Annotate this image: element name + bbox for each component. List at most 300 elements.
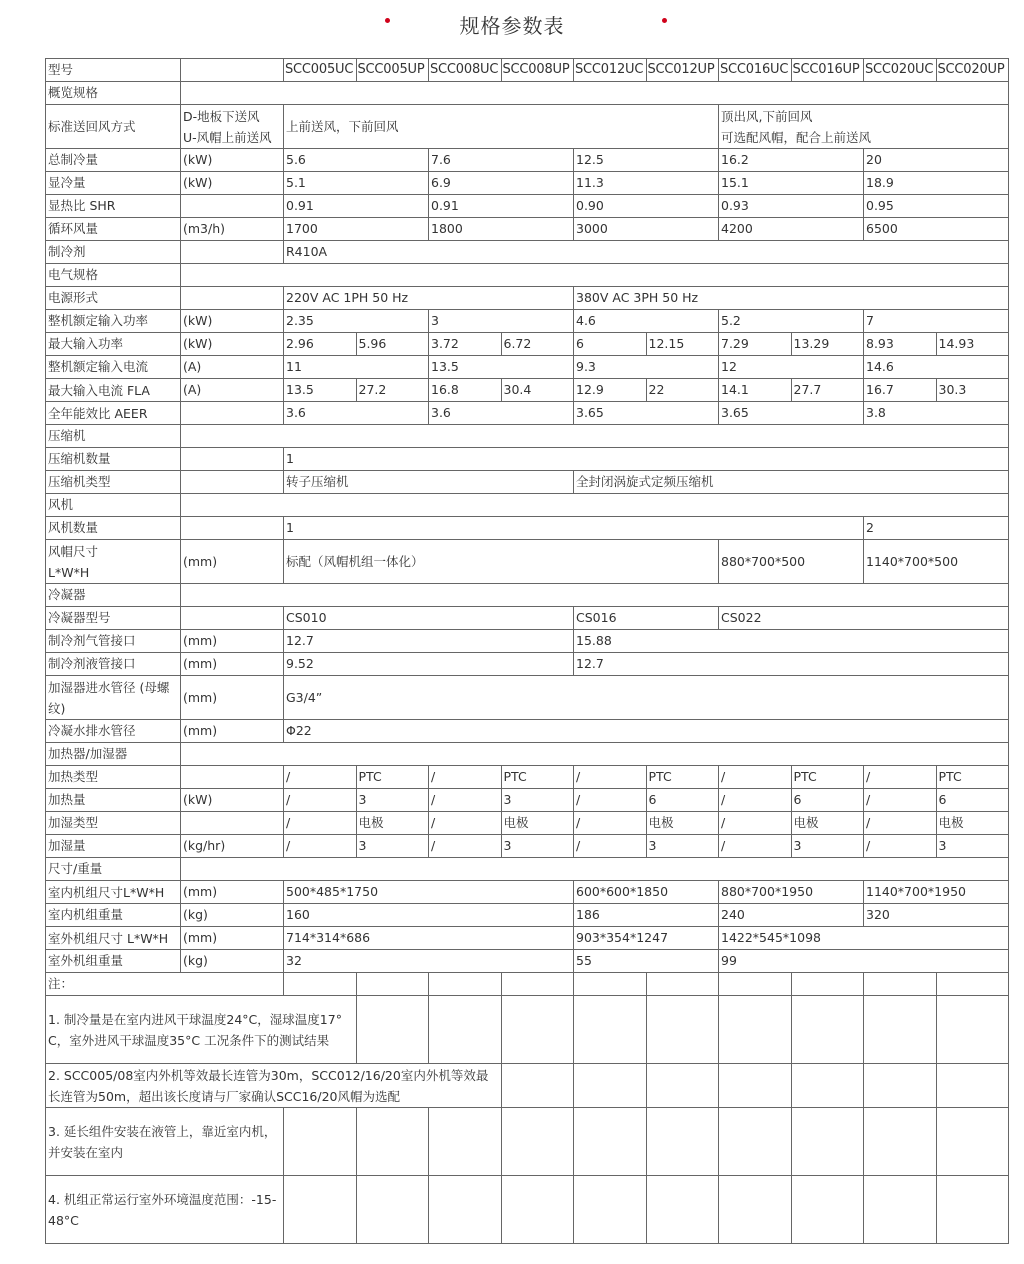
value-cell: 7.29 bbox=[719, 333, 792, 356]
row-label: 最大输入功率 bbox=[46, 333, 181, 356]
row-label: 加热量 bbox=[46, 789, 181, 812]
row-label: 制冷剂气管接口 bbox=[46, 630, 181, 653]
row-label: 显冷量 bbox=[46, 172, 181, 195]
value-cell: 3 bbox=[356, 835, 429, 858]
value-cell: 15.88 bbox=[574, 630, 1009, 653]
value-cell: 4200 bbox=[719, 218, 864, 241]
unit-cell: (kW) bbox=[181, 310, 284, 333]
value-cell: 55 bbox=[574, 950, 719, 973]
value-cell: PTC bbox=[646, 766, 719, 789]
empty-cell bbox=[284, 973, 357, 996]
section-label: 电气规格 bbox=[46, 264, 181, 287]
value-cell: 标配（风帽机组一体化） bbox=[284, 540, 719, 584]
table-row bbox=[46, 630, 1009, 653]
value-cell: 5.6 bbox=[284, 149, 429, 172]
value-cell: 16.8 bbox=[429, 379, 502, 402]
table-row bbox=[46, 356, 1009, 379]
value-cell: 顶出风,下前回风 可选配风帽，配合上前送风 bbox=[719, 105, 1009, 149]
value-cell: 3000 bbox=[574, 218, 719, 241]
unit-cell: (mm) bbox=[181, 540, 284, 584]
row-label: 室内机组重量 bbox=[46, 904, 181, 927]
table-row bbox=[46, 676, 1009, 720]
value-cell: 6500 bbox=[864, 218, 1009, 241]
value-cell: 5.96 bbox=[356, 333, 429, 356]
value-cell: R410A bbox=[284, 241, 1009, 264]
table-row bbox=[46, 59, 1009, 82]
value-cell: 0.91 bbox=[429, 195, 574, 218]
row-label: 制冷剂液管接口 bbox=[46, 653, 181, 676]
value-cell: / bbox=[284, 835, 357, 858]
empty-cell bbox=[936, 973, 1009, 996]
empty-cell bbox=[501, 1108, 574, 1176]
table-row bbox=[46, 310, 1009, 333]
value-cell: 186 bbox=[574, 904, 719, 927]
value-cell: 2.96 bbox=[284, 333, 357, 356]
notes-label: 注： bbox=[46, 973, 284, 996]
value-cell: 1 bbox=[284, 517, 864, 540]
page-title: 规格参数表 bbox=[459, 14, 565, 38]
value-cell: 1422*545*1098 bbox=[719, 927, 1009, 950]
value-cell: 6 bbox=[646, 789, 719, 812]
unit-cell: (kg/hr) bbox=[181, 835, 284, 858]
value-cell: 12.7 bbox=[574, 653, 1009, 676]
section-row bbox=[46, 425, 1009, 448]
value-cell: CS022 bbox=[719, 607, 1009, 630]
unit-cell bbox=[181, 402, 284, 425]
value-cell: 3 bbox=[501, 835, 574, 858]
note-row bbox=[46, 1176, 1009, 1244]
value-cell: 714*314*686 bbox=[284, 927, 574, 950]
unit-cell: (A) bbox=[181, 356, 284, 379]
value-cell: 5.1 bbox=[284, 172, 429, 195]
unit-cell: (m3/h) bbox=[181, 218, 284, 241]
empty-cell bbox=[501, 1064, 574, 1108]
value-cell: 14.93 bbox=[936, 333, 1009, 356]
table-row bbox=[46, 241, 1009, 264]
empty-cell bbox=[356, 996, 429, 1064]
value-cell: 22 bbox=[646, 379, 719, 402]
value-cell: 6 bbox=[574, 333, 647, 356]
value-cell: 12 bbox=[719, 356, 864, 379]
table-row bbox=[46, 540, 1009, 584]
unit-cell: (kg) bbox=[181, 950, 284, 973]
value-cell: 电极 bbox=[936, 812, 1009, 835]
empty-cell bbox=[501, 996, 574, 1064]
row-label: 加湿量 bbox=[46, 835, 181, 858]
note-text: 3. 延长组件安装在液管上，靠近室内机，并安装在室内 bbox=[46, 1108, 284, 1176]
empty-cell bbox=[719, 973, 792, 996]
unit-cell bbox=[181, 766, 284, 789]
section-filler bbox=[181, 494, 1009, 517]
value-cell: 3 bbox=[501, 789, 574, 812]
value-cell: 转子压缩机 bbox=[284, 471, 574, 494]
value-cell: 6 bbox=[791, 789, 864, 812]
value-cell: 1140*700*1950 bbox=[864, 881, 1009, 904]
row-label: 室外机组重量 bbox=[46, 950, 181, 973]
model-header: SCC020UP bbox=[936, 59, 1009, 82]
unit-cell bbox=[181, 517, 284, 540]
value-cell: 5.2 bbox=[719, 310, 864, 333]
table-row bbox=[46, 105, 1009, 149]
value-cell: / bbox=[574, 789, 647, 812]
unit-cell: (kW) bbox=[181, 333, 284, 356]
value-cell: 0.91 bbox=[284, 195, 429, 218]
row-label: 压缩机数量 bbox=[46, 448, 181, 471]
empty-cell bbox=[646, 1108, 719, 1176]
value-cell: 18.9 bbox=[864, 172, 1009, 195]
empty-cell bbox=[791, 1108, 864, 1176]
value-cell: / bbox=[719, 766, 792, 789]
note-row bbox=[46, 1064, 1009, 1108]
value-cell: 1140*700*500 bbox=[864, 540, 1009, 584]
value-cell: 0.95 bbox=[864, 195, 1009, 218]
value-cell: 3 bbox=[646, 835, 719, 858]
empty-cell bbox=[574, 1176, 647, 1244]
value-cell: 16.2 bbox=[719, 149, 864, 172]
value-cell: / bbox=[864, 789, 937, 812]
empty-cell bbox=[719, 1176, 792, 1244]
value-cell: 6.72 bbox=[501, 333, 574, 356]
empty-cell bbox=[356, 1108, 429, 1176]
value-cell: / bbox=[429, 766, 502, 789]
table-row bbox=[46, 789, 1009, 812]
unit-cell: (kW) bbox=[181, 172, 284, 195]
notes-header-row bbox=[46, 973, 1009, 996]
spec-table-body bbox=[46, 59, 1009, 1244]
value-cell: 上前送风，下前回风 bbox=[284, 105, 719, 149]
empty-cell bbox=[429, 1108, 502, 1176]
table-row bbox=[46, 172, 1009, 195]
unit-cell: (kg) bbox=[181, 904, 284, 927]
value-cell: 903*354*1247 bbox=[574, 927, 719, 950]
empty-cell bbox=[791, 996, 864, 1064]
unit-cell: (mm) bbox=[181, 630, 284, 653]
empty-cell bbox=[574, 1108, 647, 1176]
value-cell: 电极 bbox=[791, 812, 864, 835]
value-cell: 3 bbox=[356, 789, 429, 812]
unit-cell: (mm) bbox=[181, 676, 284, 720]
value-cell: 3 bbox=[791, 835, 864, 858]
unit-cell: (mm) bbox=[181, 881, 284, 904]
table-row bbox=[46, 720, 1009, 743]
empty-cell bbox=[936, 996, 1009, 1064]
value-cell: 3.65 bbox=[574, 402, 719, 425]
model-header: SCC016UP bbox=[791, 59, 864, 82]
value-cell: / bbox=[429, 835, 502, 858]
section-filler bbox=[181, 743, 1009, 766]
unit-cell: (kW) bbox=[181, 149, 284, 172]
unit-cell: (A) bbox=[181, 379, 284, 402]
value-cell: 99 bbox=[719, 950, 1009, 973]
value-cell: / bbox=[429, 812, 502, 835]
row-label: 压缩机类型 bbox=[46, 471, 181, 494]
empty-cell bbox=[284, 1108, 357, 1176]
value-cell: 11 bbox=[284, 356, 429, 379]
value-cell: 4.6 bbox=[574, 310, 719, 333]
value-cell: 20 bbox=[864, 149, 1009, 172]
value-cell: 电极 bbox=[646, 812, 719, 835]
value-cell: 160 bbox=[284, 904, 574, 927]
value-cell: 6 bbox=[936, 789, 1009, 812]
section-row bbox=[46, 82, 1009, 105]
row-label: 冷凝器型号 bbox=[46, 607, 181, 630]
unit-cell bbox=[181, 607, 284, 630]
section-filler bbox=[181, 82, 1009, 105]
value-cell: 电极 bbox=[501, 812, 574, 835]
table-row bbox=[46, 950, 1009, 973]
value-cell: / bbox=[719, 835, 792, 858]
value-cell: 7 bbox=[864, 310, 1009, 333]
model-header: SCC008UP bbox=[501, 59, 574, 82]
value-cell: CS016 bbox=[574, 607, 719, 630]
empty-cell bbox=[791, 1064, 864, 1108]
value-cell: 0.93 bbox=[719, 195, 864, 218]
unit-cell bbox=[181, 59, 284, 82]
empty-cell bbox=[719, 1108, 792, 1176]
empty-cell bbox=[864, 1064, 937, 1108]
value-cell: 7.6 bbox=[429, 149, 574, 172]
value-cell: / bbox=[574, 812, 647, 835]
unit-cell: (kW) bbox=[181, 789, 284, 812]
value-cell: 3.72 bbox=[429, 333, 502, 356]
table-row bbox=[46, 927, 1009, 950]
value-cell: 2 bbox=[864, 517, 1009, 540]
value-cell: / bbox=[864, 766, 937, 789]
model-header: SCC005UC bbox=[284, 59, 357, 82]
row-label: 加湿器进水管径 (母螺纹) bbox=[46, 676, 181, 720]
section-label: 压缩机 bbox=[46, 425, 181, 448]
empty-cell bbox=[864, 1108, 937, 1176]
empty-cell bbox=[936, 1064, 1009, 1108]
table-row bbox=[46, 218, 1009, 241]
table-row bbox=[46, 653, 1009, 676]
value-cell: 12.5 bbox=[574, 149, 719, 172]
model-header: SCC005UP bbox=[356, 59, 429, 82]
empty-cell bbox=[574, 973, 647, 996]
model-header: SCC012UP bbox=[646, 59, 719, 82]
unit-cell: (mm) bbox=[181, 653, 284, 676]
empty-cell bbox=[429, 973, 502, 996]
empty-cell bbox=[936, 1176, 1009, 1244]
row-label: 最大输入电流 FLA bbox=[46, 379, 181, 402]
value-cell: 6.9 bbox=[429, 172, 574, 195]
value-cell: 13.5 bbox=[284, 379, 357, 402]
table-row bbox=[46, 149, 1009, 172]
spec-table bbox=[45, 58, 1009, 1244]
row-label: 冷凝水排水管径 bbox=[46, 720, 181, 743]
empty-cell bbox=[574, 1064, 647, 1108]
value-cell: 880*700*1950 bbox=[719, 881, 864, 904]
section-filler bbox=[181, 858, 1009, 881]
table-row bbox=[46, 517, 1009, 540]
value-cell: / bbox=[864, 835, 937, 858]
section-row bbox=[46, 584, 1009, 607]
value-cell: 30.3 bbox=[936, 379, 1009, 402]
row-label: 电源形式 bbox=[46, 287, 181, 310]
row-label: 显热比 SHR bbox=[46, 195, 181, 218]
value-cell: 380V AC 3PH 50 Hz bbox=[574, 287, 1009, 310]
value-cell: / bbox=[719, 789, 792, 812]
empty-cell bbox=[356, 973, 429, 996]
value-cell: 11.3 bbox=[574, 172, 719, 195]
row-label: 制冷剂 bbox=[46, 241, 181, 264]
row-label: 加湿类型 bbox=[46, 812, 181, 835]
section-label: 加热器/加湿器 bbox=[46, 743, 181, 766]
unit-cell bbox=[181, 287, 284, 310]
value-cell: 1 bbox=[284, 448, 1009, 471]
empty-cell bbox=[356, 1176, 429, 1244]
table-row bbox=[46, 607, 1009, 630]
empty-cell bbox=[574, 996, 647, 1064]
table-row bbox=[46, 402, 1009, 425]
section-label: 风机 bbox=[46, 494, 181, 517]
value-cell: Φ22 bbox=[284, 720, 1009, 743]
value-cell: 0.90 bbox=[574, 195, 719, 218]
value-cell: 320 bbox=[864, 904, 1009, 927]
value-cell: 9.52 bbox=[284, 653, 574, 676]
value-cell: 600*600*1850 bbox=[574, 881, 719, 904]
value-cell: 1800 bbox=[429, 218, 574, 241]
empty-cell bbox=[864, 1176, 937, 1244]
value-cell: / bbox=[284, 766, 357, 789]
unit-cell bbox=[181, 471, 284, 494]
unit-cell: (mm) bbox=[181, 720, 284, 743]
note-row bbox=[46, 996, 1009, 1064]
value-cell: 13.29 bbox=[791, 333, 864, 356]
value-cell: 16.7 bbox=[864, 379, 937, 402]
section-label: 概览规格 bbox=[46, 82, 181, 105]
title-bar bbox=[0, 0, 1024, 52]
empty-cell bbox=[501, 973, 574, 996]
row-label: 标准送回风方式 bbox=[46, 105, 181, 149]
empty-cell bbox=[936, 1108, 1009, 1176]
table-row bbox=[46, 835, 1009, 858]
model-header: SCC016UC bbox=[719, 59, 792, 82]
value-cell: 14.1 bbox=[719, 379, 792, 402]
row-label: 型号 bbox=[46, 59, 181, 82]
row-label: 风机数量 bbox=[46, 517, 181, 540]
table-row bbox=[46, 448, 1009, 471]
value-cell: / bbox=[719, 812, 792, 835]
section-row bbox=[46, 858, 1009, 881]
model-header: SCC020UC bbox=[864, 59, 937, 82]
row-label: 整机额定输入电流 bbox=[46, 356, 181, 379]
value-cell: 3.8 bbox=[864, 402, 1009, 425]
table-row bbox=[46, 379, 1009, 402]
value-cell: 3 bbox=[429, 310, 574, 333]
row-label: 室外机组尺寸 L*W*H bbox=[46, 927, 181, 950]
value-cell: 3.6 bbox=[284, 402, 429, 425]
table-row bbox=[46, 766, 1009, 789]
value-cell: / bbox=[284, 789, 357, 812]
unit-cell bbox=[181, 241, 284, 264]
row-label: 全年能效比 AEER bbox=[46, 402, 181, 425]
unit-cell: D-地板下送风 U-风帽上前送风 bbox=[181, 105, 284, 149]
note-row bbox=[46, 1108, 1009, 1176]
table-row bbox=[46, 287, 1009, 310]
section-filler bbox=[181, 425, 1009, 448]
empty-cell bbox=[791, 973, 864, 996]
empty-cell bbox=[719, 996, 792, 1064]
empty-cell bbox=[646, 996, 719, 1064]
unit-cell: (mm) bbox=[181, 927, 284, 950]
row-label: 室内机组尺寸L*W*H bbox=[46, 881, 181, 904]
note-text: 1. 制冷量是在室内进风干球温度24°C，湿球温度17°C，室外进风干球温度35°C 工况条件下的测试结果 bbox=[46, 996, 357, 1064]
row-label: 循环风量 bbox=[46, 218, 181, 241]
empty-cell bbox=[429, 1176, 502, 1244]
value-cell: 500*485*1750 bbox=[284, 881, 574, 904]
value-cell: 27.7 bbox=[791, 379, 864, 402]
table-row bbox=[46, 333, 1009, 356]
unit-cell bbox=[181, 448, 284, 471]
section-row bbox=[46, 494, 1009, 517]
value-cell: 电极 bbox=[356, 812, 429, 835]
row-label: 整机额定输入功率 bbox=[46, 310, 181, 333]
empty-cell bbox=[646, 1176, 719, 1244]
value-cell: 全封闭涡旋式定频压缩机 bbox=[574, 471, 1009, 494]
value-cell: PTC bbox=[356, 766, 429, 789]
note-text: 4. 机组正常运行室外环境温度范围：-15-48°C bbox=[46, 1176, 284, 1244]
value-cell: 12.15 bbox=[646, 333, 719, 356]
value-cell: 8.93 bbox=[864, 333, 937, 356]
empty-cell bbox=[719, 1064, 792, 1108]
note-text: 2. SCC005/08室内外机等效最长连管为30m，SCC012/16/20室内外机等效最长连管为50m，超出该长度请与厂家确认SCC16/20风帽为选配 bbox=[46, 1064, 502, 1108]
unit-cell bbox=[181, 812, 284, 835]
value-cell: / bbox=[574, 835, 647, 858]
value-cell: 14.6 bbox=[864, 356, 1009, 379]
value-cell: 220V AC 1PH 50 Hz bbox=[284, 287, 574, 310]
section-filler bbox=[181, 584, 1009, 607]
value-cell: 1700 bbox=[284, 218, 429, 241]
section-filler bbox=[181, 264, 1009, 287]
table-row bbox=[46, 195, 1009, 218]
value-cell: 15.1 bbox=[719, 172, 864, 195]
title-dot-right bbox=[662, 18, 667, 23]
value-cell: / bbox=[284, 812, 357, 835]
value-cell: / bbox=[429, 789, 502, 812]
value-cell: PTC bbox=[501, 766, 574, 789]
table-row bbox=[46, 471, 1009, 494]
value-cell: 30.4 bbox=[501, 379, 574, 402]
value-cell: 12.9 bbox=[574, 379, 647, 402]
empty-cell bbox=[864, 973, 937, 996]
value-cell: / bbox=[574, 766, 647, 789]
empty-cell bbox=[864, 996, 937, 1064]
value-cell: PTC bbox=[791, 766, 864, 789]
section-row bbox=[46, 743, 1009, 766]
empty-cell bbox=[646, 1064, 719, 1108]
value-cell: 3 bbox=[936, 835, 1009, 858]
table-row bbox=[46, 881, 1009, 904]
section-label: 冷凝器 bbox=[46, 584, 181, 607]
value-cell: 9.3 bbox=[574, 356, 719, 379]
value-cell: 27.2 bbox=[356, 379, 429, 402]
value-cell: 3.6 bbox=[429, 402, 574, 425]
unit-cell bbox=[181, 195, 284, 218]
value-cell: 3.65 bbox=[719, 402, 864, 425]
value-cell: 32 bbox=[284, 950, 574, 973]
value-cell: 2.35 bbox=[284, 310, 429, 333]
value-cell: CS010 bbox=[284, 607, 574, 630]
empty-cell bbox=[284, 1176, 357, 1244]
value-cell: / bbox=[864, 812, 937, 835]
value-cell: 880*700*500 bbox=[719, 540, 864, 584]
table-row bbox=[46, 904, 1009, 927]
table-row bbox=[46, 812, 1009, 835]
section-row bbox=[46, 264, 1009, 287]
value-cell: 13.5 bbox=[429, 356, 574, 379]
empty-cell bbox=[429, 996, 502, 1064]
